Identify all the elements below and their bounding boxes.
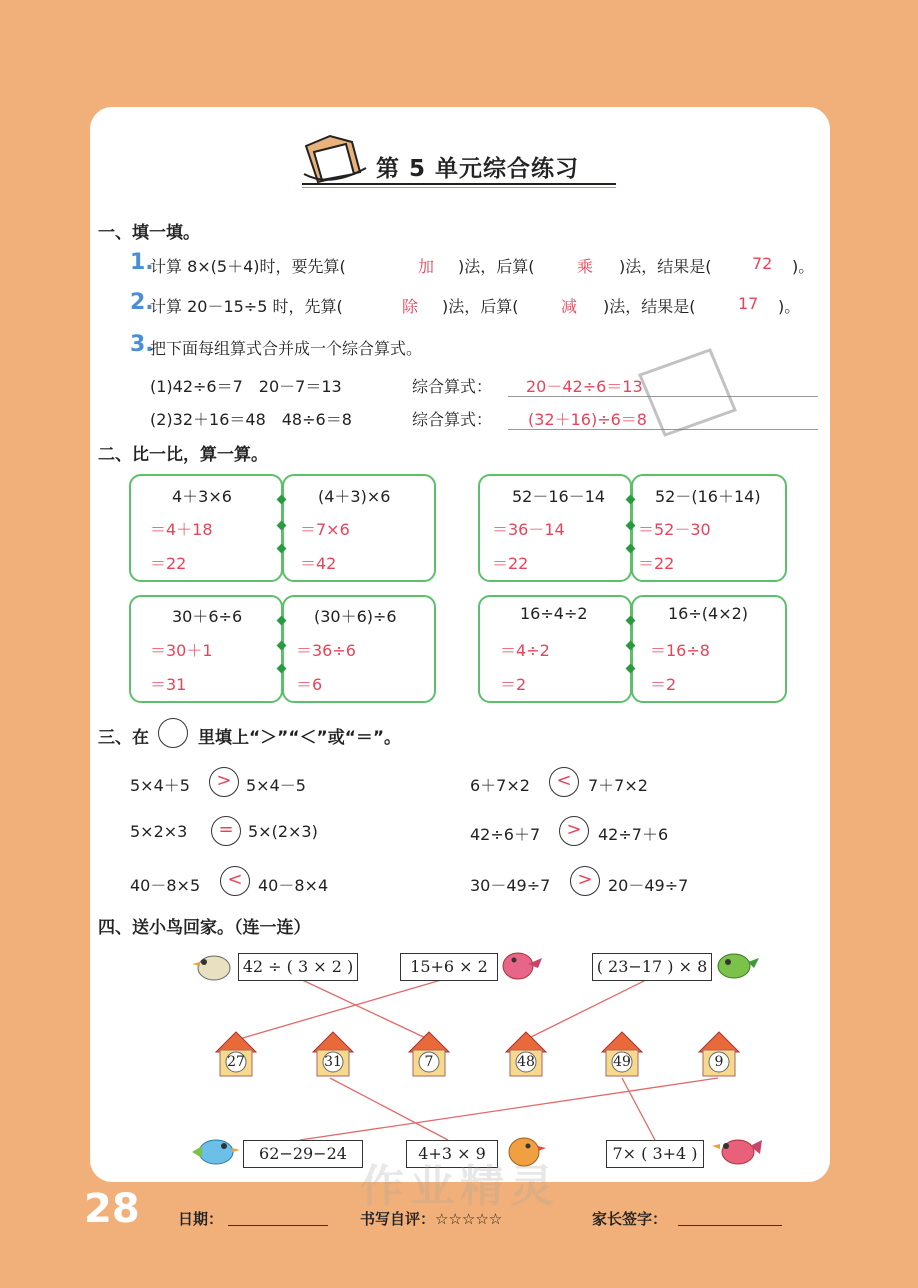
step-1: ＝7×6 (300, 520, 350, 539)
expr: 16÷(4×2) (668, 604, 749, 623)
question-3-row-1-label: 综合算式： (412, 377, 493, 396)
compare-right: 5×4－5 (246, 776, 306, 795)
step-1: ＝16÷8 (650, 641, 710, 660)
symbol-circle: > (570, 866, 600, 896)
question-2-answer-3: 17 (738, 294, 759, 313)
expr: 16÷4÷2 (520, 604, 588, 623)
compare-right: 5×(2×3) (248, 822, 318, 841)
compare-right: 7＋7×2 (588, 776, 648, 795)
step-2: ＝2 (500, 675, 527, 694)
section-2-heading: 二、比一比，算一算。 (98, 445, 268, 465)
step-2: ＝22 (638, 554, 675, 573)
date-line (228, 1225, 328, 1226)
question-3-row-1-answer: 20－42÷6＝13 (526, 377, 643, 396)
symbol-circle: < (220, 866, 250, 896)
symbol-circle: > (209, 767, 239, 797)
compare-right: 42÷7＋6 (598, 825, 669, 844)
bird-expression: 42 ÷ ( 3 × 2 ) (238, 953, 358, 981)
section-3-heading-b: 里填上“＞”“＜”或“＝”。 (198, 728, 402, 748)
house-number: 7 (424, 1054, 434, 1070)
bird-icon (498, 944, 544, 986)
footer-date-label: 日期： (178, 1210, 224, 1228)
question-1-number: 1. (130, 250, 154, 275)
expr: 30＋6÷6 (172, 607, 243, 626)
page-number: 28 (84, 1186, 140, 1232)
house-number: 48 (517, 1054, 535, 1070)
section-1-heading: 一、填一填。 (98, 223, 200, 243)
compare-left: 30－49÷7 (470, 876, 551, 895)
question-2-answer-2: 减 (561, 297, 578, 316)
question-3-row-2-label: 综合算式： (412, 410, 493, 429)
question-1-answer-1: 加 (418, 257, 435, 276)
section-4-heading: 四、送小鸟回家。（连一连） (98, 918, 311, 938)
house-number: 9 (714, 1054, 724, 1070)
parent-sign-line (678, 1225, 782, 1226)
question-2-text-c: )法，结果是( (603, 297, 696, 316)
question-3-row-2: (2)32＋16＝48 48÷6＝8 (150, 410, 352, 429)
question-2-number: 2. (130, 290, 154, 315)
question-1-answer-3: 72 (752, 254, 773, 273)
step-2: ＝6 (296, 675, 323, 694)
question-2-answer-1: 除 (402, 297, 419, 316)
expr: 52－16－14 (512, 487, 606, 506)
bird-expression: 4+3 × 9 (406, 1140, 498, 1168)
step-1: ＝4÷2 (500, 641, 550, 660)
question-3-row-1: (1)42÷6＝7 20－7＝13 (150, 377, 342, 396)
bird-expression: ( 23−17 ) × 8 (592, 953, 712, 981)
question-1-answer-2: 乘 (577, 257, 594, 276)
expr: (30＋6)÷6 (314, 607, 397, 626)
connect-line (622, 1078, 655, 1140)
bird-icon (710, 1130, 762, 1172)
step-2: ＝22 (492, 554, 529, 573)
question-3-text: 把下面每组算式合并成一个综合算式。 (150, 339, 423, 358)
step-2: ＝42 (300, 554, 337, 573)
question-2-text-b: )法，后算( (442, 297, 519, 316)
house-number: 27 (227, 1054, 245, 1070)
bird-icon (190, 948, 236, 984)
symbol-circle: < (549, 767, 579, 797)
page-title: 第 5 单元综合练习 (376, 156, 580, 182)
bird-icon (188, 1132, 240, 1172)
bird-expression: 62−29−24 (243, 1140, 363, 1168)
footer-parent-label: 家长签字： (592, 1210, 668, 1228)
symbol-circle: = (211, 816, 241, 846)
house-number: 49 (613, 1054, 631, 1070)
bird-icon (712, 946, 760, 984)
bird-expression: 15+6 × 2 (400, 953, 498, 981)
house-number: 31 (324, 1054, 342, 1070)
compare-left: 42÷6＋7 (470, 825, 541, 844)
step-1: ＝52－30 (638, 520, 711, 539)
expr: (4＋3)×6 (318, 487, 391, 506)
question-3-row-2-answer: (32＋16)÷6＝8 (528, 410, 647, 429)
question-2-text-a: 计算 20－15÷5 时，先算( (150, 297, 343, 316)
symbol-circle: > (559, 816, 589, 846)
bird-expression: 7× ( 3+4 ) (606, 1140, 704, 1168)
section-3-heading-a: 三、在 (98, 728, 149, 748)
step-2: ＝31 (150, 675, 187, 694)
compare-right: 20－49÷7 (608, 876, 689, 895)
compare-left: 5×2×3 (130, 822, 188, 841)
question-2-text-d: )。 (778, 297, 801, 316)
expr: 4＋3×6 (172, 487, 232, 506)
question-3-number: 3. (130, 332, 154, 357)
footer-self-eval: 书写自评：☆☆☆☆☆ (360, 1210, 503, 1228)
question-1-text-d: )。 (792, 257, 815, 276)
step-2: ＝22 (150, 554, 187, 573)
compare-left: 5×4＋5 (130, 776, 190, 795)
compare-right: 40－8×4 (258, 876, 329, 895)
connect-line (330, 1078, 448, 1140)
step-1: ＝4＋18 (150, 520, 213, 539)
expr: 52－(16＋14) (655, 487, 761, 506)
compare-left: 6＋7×2 (470, 776, 530, 795)
step-1: ＝36－14 (492, 520, 565, 539)
question-1-text-b: )法，后算( (458, 257, 535, 276)
step-2: ＝2 (650, 675, 677, 694)
step-1: ＝36÷6 (296, 641, 356, 660)
watermark: 作业精灵 (360, 1161, 560, 1212)
step-1: ＝30＋1 (150, 641, 213, 660)
question-1-text-a: 计算 8×(5＋4)时，要先算( (150, 257, 346, 276)
compare-left: 40－8×5 (130, 876, 201, 895)
question-1-text-c: )法，结果是( (619, 257, 712, 276)
